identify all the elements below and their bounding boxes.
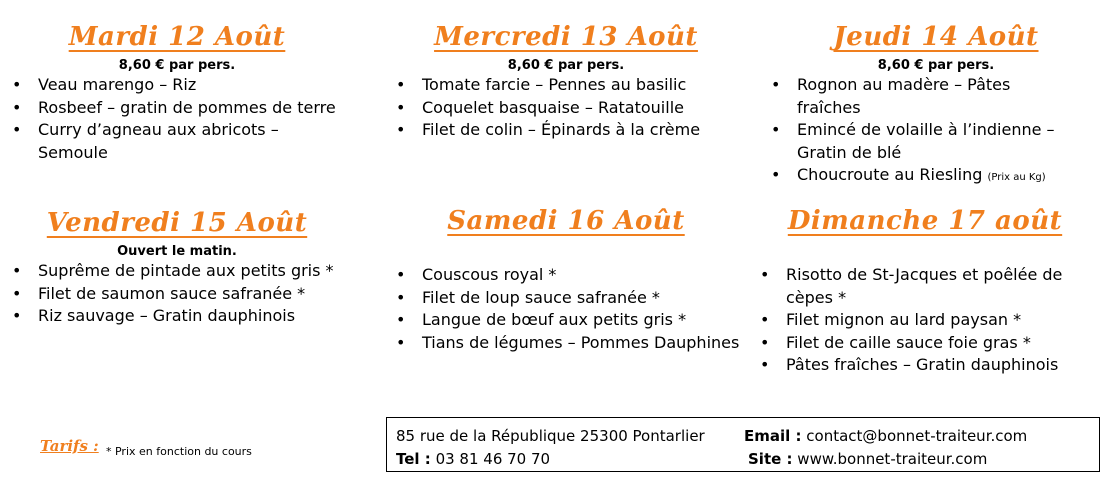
list-item: • Curry d’agneau aux abricots – Semoule [12,119,342,164]
list-item: • Choucroute au Riesling (Prix au Kg) [771,164,1071,190]
day-title: Dimanche 17 août [787,206,1063,236]
day-vendredi [12,208,342,328]
price-per-person: 8,60 € par pers. [118,58,236,73]
list-item: • Filet de saumon sauce safranée * [12,283,342,306]
site-link[interactable]: www.bonnet-traiteur.com [797,450,988,468]
day-subtitle [396,242,736,258]
day-title: Vendredi 15 Août [46,208,308,238]
day-title: Samedi 16 Août [447,206,685,236]
day-subtitle [760,242,1090,258]
opening-note: Ouvert le matin. [117,244,237,259]
list-item: • Filet mignon au lard paysan * [760,309,1100,332]
day-title: Jeudi 14 Août [833,22,1039,52]
tarifs-note: * Prix en fonction du cours [106,445,252,458]
list-item: • Emincé de volaille à l’indienne – Gratin de blé [771,119,1071,164]
menu-list [771,74,1071,190]
day-title: Mardi 12 Août [68,22,286,52]
phone [396,450,550,468]
phone-label: Tel : [396,450,431,468]
email-label: Email : [744,427,802,445]
day-mercredi [396,22,736,142]
website [748,450,987,468]
list-item: • Pâtes fraîches – Gratin dauphinois [760,354,1100,377]
menu-list [12,74,342,164]
list-item: • Tians de légumes – Pommes Dauphines [396,332,746,355]
contact-box [386,417,1100,472]
email-link[interactable]: contact@bonnet-traiteur.com [806,427,1028,445]
list-item: • Coquelet basquaise – Ratatouille [396,97,736,120]
phone-number[interactable]: 03 81 46 70 70 [435,450,551,468]
list-item: • Couscous royal * [396,264,746,287]
list-item: • Filet de loup sauce safranée * [396,287,746,310]
price-per-person: 8,60 € par pers. [877,58,995,73]
day-title: Mercredi 13 Août [434,22,698,52]
day-samedi [396,206,746,354]
list-item: • Veau marengo – Riz [12,74,342,97]
day-mardi [12,22,342,164]
menu-list [760,264,1100,377]
list-item: • Filet de caille sauce foie gras * [760,332,1100,355]
site-label: Site : [748,450,793,468]
price-note: (Prix au Kg) [987,172,1046,183]
price-per-person: 8,60 € par pers. [507,58,625,73]
list-item: • Rosbeef – gratin de pommes de terre [12,97,342,120]
list-item: • Riz sauvage – Gratin dauphinois [12,305,342,328]
email [744,427,1027,445]
menu-list [12,260,342,328]
menu-list [396,74,736,142]
menu-list [396,264,746,354]
day-jeudi [771,22,1101,190]
tarifs-label: Tarifs : [40,437,99,455]
day-dimanche [760,206,1100,377]
list-item: • Risotto de St-Jacques et poêlée de cèpes * [760,264,1100,309]
list-item: • Rognon au madère – Pâtes fraîches [771,74,1071,119]
list-item: • Filet de colin – Épinards à la crème [396,119,736,142]
list-item: • Suprême de pintade aux petits gris * [12,260,342,283]
list-item: • Tomate farcie – Pennes au basilic [396,74,736,97]
list-item: • Langue de bœuf aux petits gris * [396,309,746,332]
address: 85 rue de la République 25300 Pontarlier [396,427,705,445]
